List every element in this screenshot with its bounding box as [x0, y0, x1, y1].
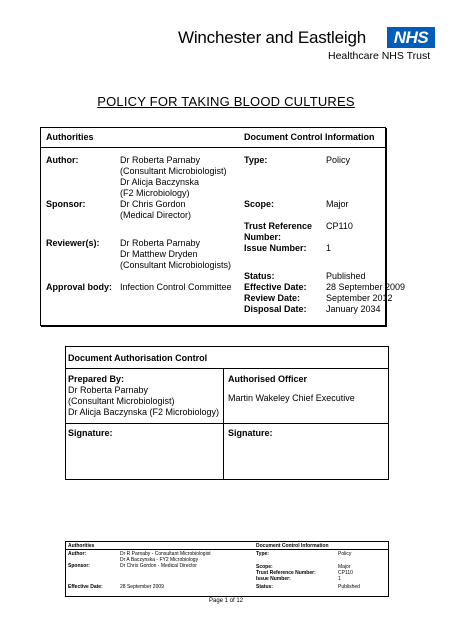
reviewer-line-3: (Consultant Microbiologists) — [120, 260, 232, 270]
trust-reference-label: Trust Reference — [244, 221, 313, 231]
footer-type-value: Policy — [338, 551, 352, 557]
trust-subtitle: Healthcare NHS Trust — [328, 50, 431, 62]
table-divider — [41, 147, 385, 148]
prepared-by-label: Prepared By: — [68, 374, 125, 384]
disposal-date-label: Disposal Date: — [244, 304, 307, 314]
trust-name: Winchester and Eastleigh — [178, 28, 366, 47]
disposal-date-value: January 2034 — [326, 304, 381, 314]
footer-scope-label: Scope: — [256, 564, 273, 570]
footer-sponsor-value: Dr Chris Gordon - Medical Director — [120, 563, 197, 569]
status-value: Published — [326, 271, 366, 281]
footer-effective-value: 28 September 2009 — [120, 584, 164, 590]
prepared-line-3: Dr Alicja Baczynska (F2 Microbiology) — [68, 407, 220, 417]
footer-status-value: Published — [338, 584, 360, 590]
footer-authorities-heading: Authorities — [68, 543, 95, 549]
author-label: Author: — [46, 155, 79, 165]
approval-label: Approval body: — [46, 282, 113, 292]
footer-document-control-heading: Document Control Information — [256, 543, 329, 549]
review-date-value: September 2012 — [326, 293, 393, 303]
trust-reference-value: CP110 — [326, 221, 353, 231]
document-control-table — [40, 127, 406, 326]
author-line-3: Dr Alicja Baczynska — [120, 177, 200, 187]
sponsor-label: Sponsor: — [46, 199, 86, 209]
table-divider — [66, 549, 388, 550]
effective-date-value: 28 September 2009 — [326, 282, 406, 292]
scope-label: Scope: — [244, 199, 275, 209]
status-label: Status: — [244, 271, 275, 281]
author-line-1: Dr Roberta Parnaby — [120, 155, 201, 165]
nhs-logo: NHS — [387, 27, 435, 48]
footer-author-label: Author: — [68, 551, 87, 557]
footer-scope-value: Major — [338, 564, 351, 570]
authorisation-heading: Document Authorisation Control — [68, 353, 208, 363]
footer-issue-value: 1 — [338, 576, 341, 582]
footer-status-label: Status: — [256, 584, 273, 590]
scope-value: Major — [326, 199, 349, 209]
authorised-officer-label: Authorised Officer — [228, 374, 308, 384]
prepared-line-1: Dr Roberta Parnaby — [68, 385, 149, 395]
reviewer-line-1: Dr Roberta Parnaby — [120, 238, 201, 248]
issue-number-value: 1 — [326, 243, 332, 253]
page-number: Page 1 of 12 — [208, 598, 244, 604]
type-label: Type: — [244, 155, 268, 165]
issue-number-label: Issue Number: — [244, 243, 307, 253]
approval-value: Infection Control Committee — [120, 282, 232, 292]
footer-effective-label: Effective Date: — [68, 584, 103, 590]
footer-issue-label: Issue Number: — [256, 576, 291, 582]
effective-date-label: Effective Date: — [244, 282, 307, 292]
authorities-heading: Authorities — [46, 132, 94, 142]
footer-author-line-2: Dr A Baczynska - FY2 Microbiology — [120, 557, 199, 563]
table-divider — [66, 423, 388, 424]
footer-trust-reference-label: Trust Reference Number: — [256, 570, 316, 576]
table-divider — [66, 368, 388, 369]
footer-trust-reference-value: CP110 — [338, 570, 353, 576]
author-line-2: (Consultant Microbiologist) — [120, 166, 227, 176]
footer-author-line-1: Dr R Parnaby - Consultant Microbiologist — [120, 551, 211, 557]
sponsor-line-2: (Medical Director) — [120, 210, 192, 220]
footer-sponsor-label: Sponsor: — [68, 563, 90, 569]
reviewer-label: Reviewer(s): — [46, 238, 100, 248]
reviewer-line-2: Dr Matthew Dryden — [120, 249, 198, 259]
document-control-heading: Document Control Information — [244, 132, 375, 142]
signature-left-label: Signature: — [68, 428, 113, 438]
authorisation-table — [65, 346, 389, 480]
prepared-line-2: (Consultant Microbiologist) — [68, 396, 175, 406]
footer-control-table — [65, 541, 389, 597]
trust-reference-label-2: Number: — [244, 232, 282, 242]
document-title: POLICY FOR TAKING BLOOD CULTURES — [97, 94, 355, 109]
signature-right-label: Signature: — [228, 428, 273, 438]
review-date-label: Review Date: — [244, 293, 301, 303]
type-value: Policy — [326, 155, 351, 165]
sponsor-line-1: Dr Chris Gordon — [120, 199, 186, 209]
footer-type-label: Type: — [256, 551, 269, 557]
table-divider — [223, 368, 224, 479]
authorised-officer-value: Martin Wakeley Chief Executive — [228, 393, 355, 403]
author-line-4: (F2 Microbiology) — [120, 188, 190, 198]
